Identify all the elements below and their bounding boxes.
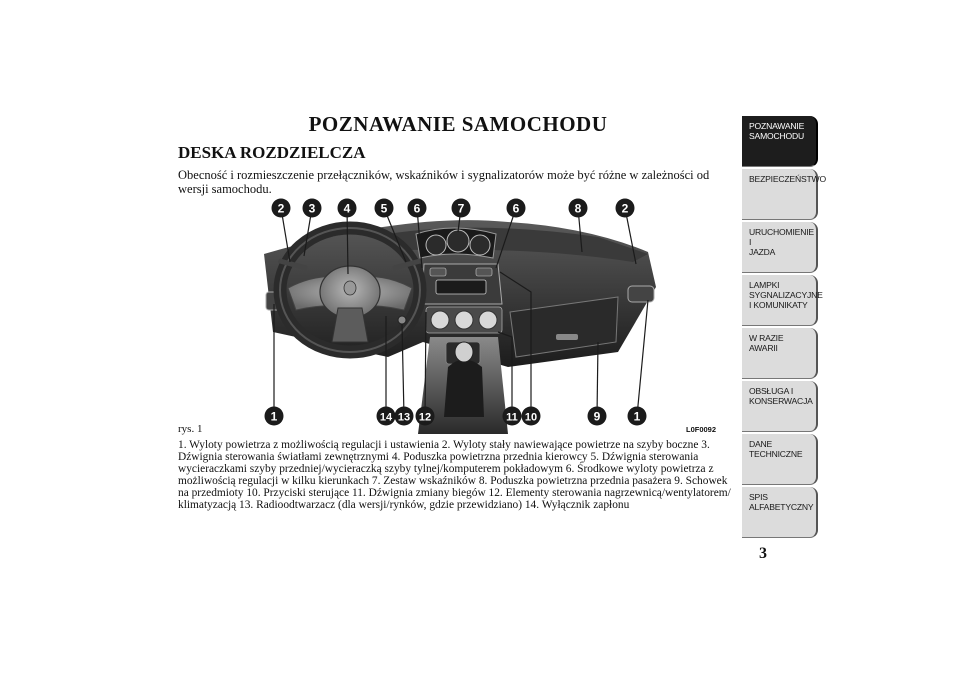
callout-label: 7	[457, 201, 465, 216]
ignition-switch	[398, 316, 406, 324]
tab-uruchomienie-i-jazda[interactable]	[742, 222, 818, 273]
callouts-top	[272, 199, 635, 218]
figure-legend: 1. Wyloty powietrza z możliwością regulacji i ustawienia 2. Wyloty stały nawiewające powietrze na szyby boczne 3. Dźwignia sterowania światłami zewnętrznymi 4. Poduszka powietrzna przednia kierowcy 5. Dźwignia sterowania wycieraczkami szyby przedniej/wycieraczką szyby tylnej/komputerem pokładowym 6. Środkowe wyloty powietrza z możliwością regulacji w kilku kierunkach 7. Zestaw wskaźników 8. Poduszka powietrzna przednia pasażera 9. Schowek na przedmioty 10. Przyciski sterujące 11. Dźwignia zmiany biegów 12. Elementy sterowania nagrzewnicą/wentylatorem/ klimatyzacją 13. Radioodtwarzacz (dla wersji/rynków, gdzie przewidziano) 14. Wyłącznik zapłonu	[178, 439, 731, 511]
chapter-sidebar	[742, 116, 826, 540]
right-side-vent	[628, 286, 654, 302]
tab-label-line: I KOMUNIKATY	[749, 300, 808, 310]
tab-w-razie-awarii[interactable]	[742, 328, 818, 379]
tab-spis-alfabetyczny[interactable]	[742, 487, 818, 538]
tab-label-line: SPIS	[749, 492, 768, 502]
callout-label: 11	[506, 411, 518, 424]
callout-label: 1	[633, 409, 641, 424]
figure-caption: rys. 1	[178, 423, 203, 435]
radio-unit	[436, 280, 486, 294]
callout-label: 8	[574, 201, 582, 216]
section-title: DESKA ROZDZIELCZA	[178, 143, 366, 162]
glovebox-handle	[556, 334, 578, 340]
tab-label-line: JAZDA	[749, 247, 776, 257]
page-number: 3	[759, 545, 767, 562]
tab-label-line: URUCHOMIENIE I	[749, 227, 814, 247]
tab-bezpieczenstwo[interactable]	[742, 169, 826, 220]
callout-label: 13	[397, 411, 411, 424]
tab-label-line: LAMPKI	[749, 280, 780, 290]
tab-label-line: DANE	[749, 439, 773, 449]
page-title: POZNAWANIE SAMOCHODU	[308, 112, 608, 136]
tab-obsluga-i-konserwacja[interactable]	[742, 381, 818, 432]
gear-boot	[444, 360, 484, 418]
tab-dane-techniczne[interactable]	[742, 434, 818, 485]
callout-label: 10	[524, 411, 538, 424]
callout-label: 12	[418, 411, 432, 424]
callout-label: 5	[380, 201, 388, 216]
callout-label: 6	[512, 201, 520, 216]
callout-label: 2	[621, 201, 629, 216]
figure-code: L0F0092	[686, 425, 717, 434]
dashboard-figure	[178, 192, 723, 434]
callout-label: 14	[379, 411, 393, 424]
tab-label-line: SAMOCHODU	[749, 131, 805, 141]
tab-lampki-sygnalizacyjne[interactable]	[742, 275, 823, 326]
callout-label: 9	[593, 409, 601, 424]
callout-label: 6	[413, 201, 421, 216]
callout-label: 3	[308, 201, 316, 216]
intro-paragraph: Obecność i rozmieszczenie przełączników, wskaźników i sygnalizatorów może być różne w zależności od wersji samochodu.	[178, 168, 710, 196]
callout-label: 2	[277, 201, 285, 216]
tab-label-line: BEZPIECZEŃSTWO	[749, 174, 826, 184]
dashboard-illustration	[178, 192, 723, 434]
tab-label-line: ALFABETYCZNY	[749, 502, 814, 512]
tab-label-line: KONSERWACJA	[749, 396, 813, 406]
gear-knob	[455, 342, 473, 362]
callout-label: 4	[343, 201, 351, 216]
tab-label-line: TECHNICZNE	[749, 449, 803, 459]
tab-label-line: POZNAWANIE	[749, 121, 805, 131]
tab-label-line: W RAZIE AWARII	[749, 333, 784, 353]
tab-poznawanie-samochodu[interactable]	[742, 116, 818, 167]
tab-label-line: SYGNALIZACYJNE	[749, 290, 823, 300]
tab-label-line: OBSŁUGA I	[749, 386, 794, 396]
callout-label: 1	[270, 409, 278, 424]
